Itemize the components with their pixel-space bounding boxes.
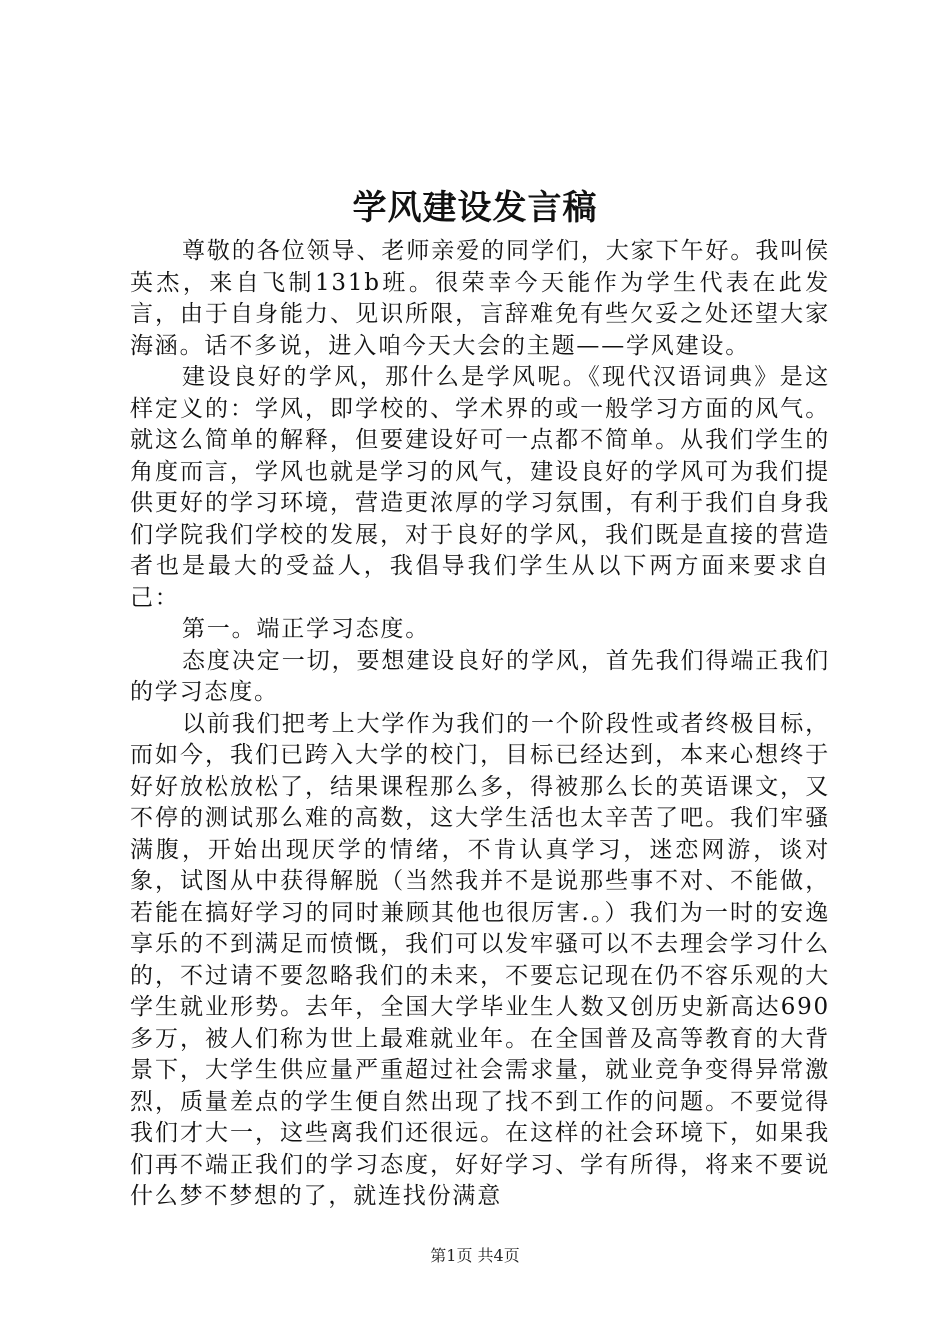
paragraph-greeting: 尊敬的各位领导、老师亲爱的同学们，大家下午好。我叫侯英杰，来自飞制131b班。很荣幸今天能作为学生代表在此发言，由于自身能力、见识所限，言辞难免有些欠妥之处还望大家海涵。话不多说，进入咱今天大会的主题——学风建设。 [130,238,830,359]
paragraph-employment: 以前我们把考上大学作为我们的一个阶段性或者终极目标，而如今，我们已跨入大学的校门，目标已经达到，本来心想终于好好放松放松了，结果课程那么多，得被那么长的英语课文，又不停的测试那么难的高数，这大学生活也太辛苦了吧。我们牢骚满腹，开始出现厌学的情绪，不肯认真学习，迷恋网游，谈对象，试图从中获得解脱（当然我并不是说那些事不对、不能做，若能在搞好学习的同时兼顾其他也很厉害.。）我们为一时的安逸享乐的不到满足而愤慨，我们可以发牢骚可以不去理会学习什么的，不过请不要忽略我们的未来，不要忘记现在仍不容乐观的大学生就业形势。去年，全国大学毕业生人数又创历史新高达690多万，被人们称为世上最难就业年。在全国普及高等教育的大背景下，大学生供应量严重超过社会需求量，就业竞争变得异常激烈，质量差点的学生便自然出现了找不到工作的问题。不要觉得我们才大一，这些离我们还很远。在这样的社会环境下，如果我们再不端正我们的学习态度，好好学习、学有所得，将来不要说什么梦不梦想的了，就连找份满意 [130,710,830,1209]
paragraph-definition: 建设良好的学风，那什么是学风呢。《现代汉语词典》是这样定义的：学风，即学校的、学术界的或一般学习方面的风气。就这么简单的解释，但要建设好可一点都不简单。从我们学生的角度而言，学风也就是学习的风气，建设良好的学风可为我们提供更好的学习环境，营造更浓厚的学习氛围，有利于我们自身我们学院我们学校的发展，对于良好的学风，我们既是直接的营造者也是最大的受益人，我倡导我们学生从以下两方面来要求自己： [130,364,830,611]
page-number-footer: 第1页 共4页 [430,1246,520,1265]
paragraph-heading-first: 第一。端正学习态度。 [182,616,430,642]
paragraph-attitude: 态度决定一切，要想建设良好的学风，首先我们得端正我们的学习态度。 [130,647,830,705]
document-body [130,236,830,1213]
document-title: 学风建设发言稿 [352,188,598,228]
